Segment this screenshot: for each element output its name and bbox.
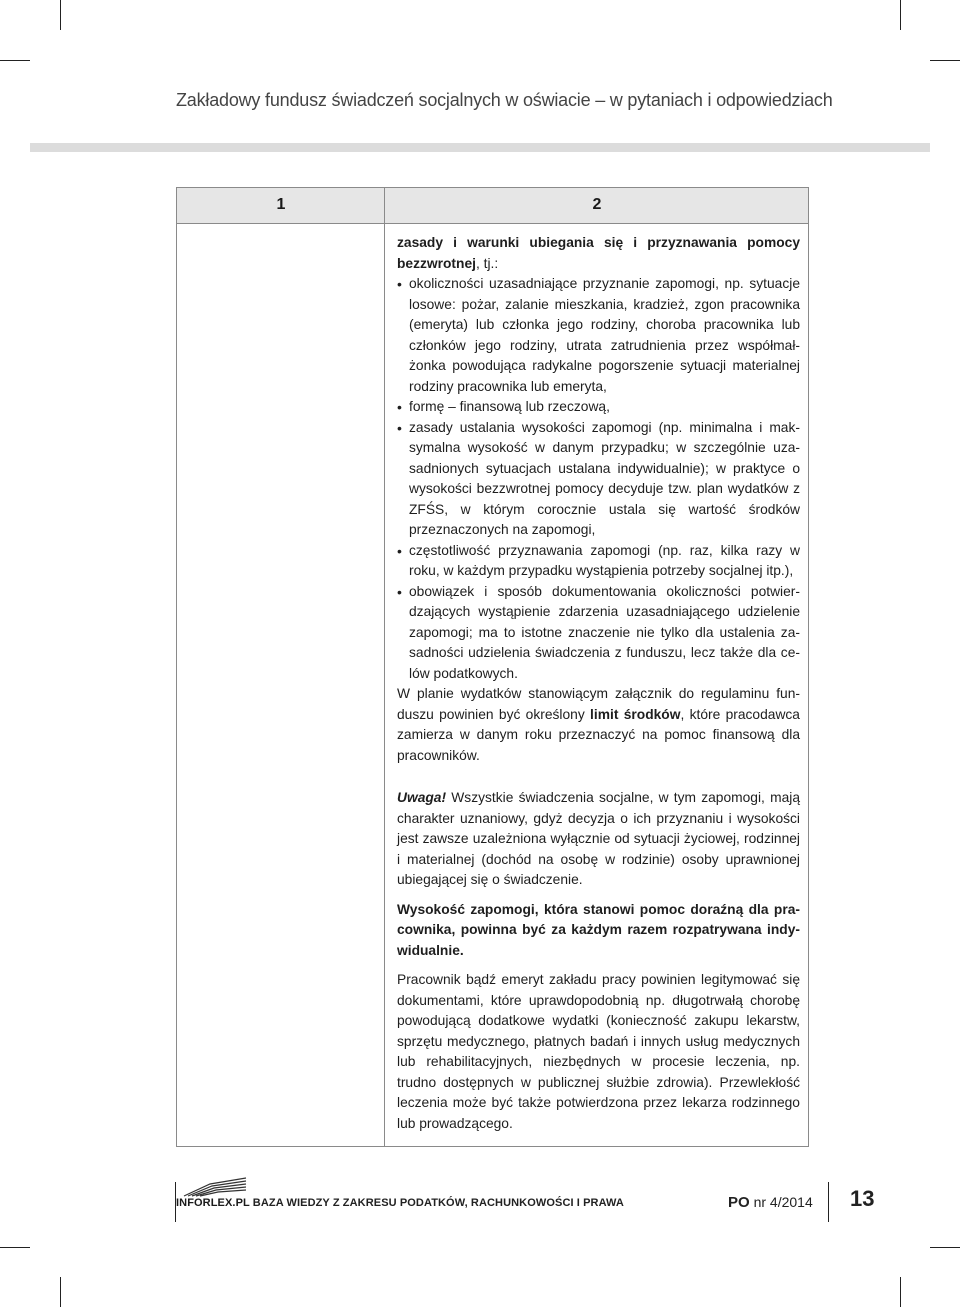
list-item: • obowiązek i sposób dokumentowania okoliczności potwierdzających wystąpienie zdarzenia uzasadniającego udzielenie zapomogi; ma to istotne znaczenie nie tylko dla ustalenia zasadności udzielenia świadczenia z funduszu, lecz także dla celów podatkowych. [397, 582, 800, 685]
last-paragraph: Pracownik bądź emeryt zakładu pracy powinien legitymować się dokumentami, które uprawdopodobnią np. długotrwałą chorobę powodującą dodatkowe wydatki (konieczność zakupu lekarstw, sprzętu medycznego, płatnych badań i innych usług medycznych lub rehabilitacyjnych, niezbędnych w procesie leczenia, np. trudno dostępnych w publicznej służbie zdrowia). Przewlekłość leczenia może być także potwierdzona przez lekarza rodzinnego lub prowadzącego. [397, 972, 800, 1131]
crop-mark [0, 1247, 30, 1248]
issue-label [728, 1194, 813, 1211]
bullet-list [397, 274, 800, 684]
plan-paragraph [397, 684, 800, 766]
issue-number: nr 4/2014 [749, 1194, 813, 1210]
bold-paragraph [397, 900, 800, 962]
list-item: • okoliczności uzasadniające przyznanie zapomogi, np. sytuacje losowe: pożar, zalanie mieszkania, kradzież, zgon pracownika (emeryta) lub członka jego rodziny, choroba pracownika lub członków jego rodziny, utrata zatrudnienia przez współmałżonka powodująca radykalne pogorszenie sytuacji materialnej rodziny pracownika lub emeryta, [397, 274, 800, 397]
crop-mark [930, 60, 960, 61]
plan-bold: limit środków [590, 706, 681, 722]
footer-divider [828, 1182, 829, 1222]
uwaga-paragraph [397, 788, 800, 891]
intro-bold: zasady i warunki ubiegania się i przyznawania pomocy bezzwrotnej [397, 235, 800, 271]
page-number: 13 [850, 1186, 875, 1211]
crop-mark [900, 0, 901, 30]
column-header-2: 2 [592, 196, 602, 213]
plan-text: W planie wydatków stanowiącym załącznik do regulaminu funduszu powinien być określony [397, 686, 800, 722]
uwaga-text: Wszystkie świadczenia socjalne, w tym zapomogi, mają charakter uznaniowy, gdyż decyzja o ich przyznaniu i wysokości jest zawsze uzależniona wyłącznie od sytuacji życiowej, rodzinnej i materialnej (dochód na osobę w rodzinie) osoby uprawnionej ubiegającej się o świadczenie. [397, 790, 800, 887]
column-divider [384, 188, 385, 1146]
footer-tagline: BAZA WIEDZY Z ZAKRESU PODATKÓW, RACHUNKOWOŚCI I PRAWA [249, 1197, 624, 1209]
spacer [397, 961, 800, 970]
intro-paragraph [397, 233, 800, 274]
uwaga-label: Uwaga! [397, 790, 447, 805]
table-header-row [177, 188, 808, 224]
crop-mark [60, 0, 61, 30]
footer-brand: INFORLEX.PL [176, 1197, 250, 1209]
list-item: • częstotliwość przyznawania zapomogi (np. raz, kilka razy w roku, w każdym przypadku wystąpienia potrzeby socjalnej itp.), [397, 541, 800, 582]
footer-text [176, 1197, 624, 1209]
intro-rest: , tj.: [475, 255, 499, 271]
issue-abbr: PO [728, 1194, 750, 1211]
column-header-1: 1 [276, 196, 286, 213]
crop-mark [0, 60, 30, 61]
content-table [176, 187, 809, 1147]
running-header: Zakładowy fundusz świadczeń socjalnych w oświacie – w pytaniach i odpowiedziach [176, 90, 833, 110]
crop-mark [900, 1277, 901, 1307]
crop-mark [60, 1277, 61, 1307]
spacer [397, 891, 800, 900]
crop-mark [930, 1247, 960, 1248]
inforlex-logo-icon [180, 1176, 250, 1198]
list-item: • zasady ustalania wysokości zapomogi (np. minimalna i maksymalna wysokość w danym przypadku; w szczególnie uzasadnionych sytuacjach ustalana indywidualnie); w praktyce o wysokości bezzwrotnej pomocy decyduje tzw. plan wydatków z ZFŚS, w którym corocznie ustala się wartość środków przeznaczonych na zapomogi, [397, 418, 800, 541]
bold-paragraph-text: Wysokość zapomogi, która stanowi pomoc doraźną dla pracownika, powinna być za każdym razem rozpatrywana indywidualnie. [397, 901, 800, 958]
table-cell-content [397, 233, 800, 1134]
header-rule [30, 143, 930, 152]
plan-text-end: , które pracodawca zamierza w danym roku przeznaczyć na pomoc finansową dla pracowników. [397, 706, 800, 763]
list-item: • formę – finansową lub rzeczową, [397, 397, 800, 418]
spacer [397, 766, 800, 788]
